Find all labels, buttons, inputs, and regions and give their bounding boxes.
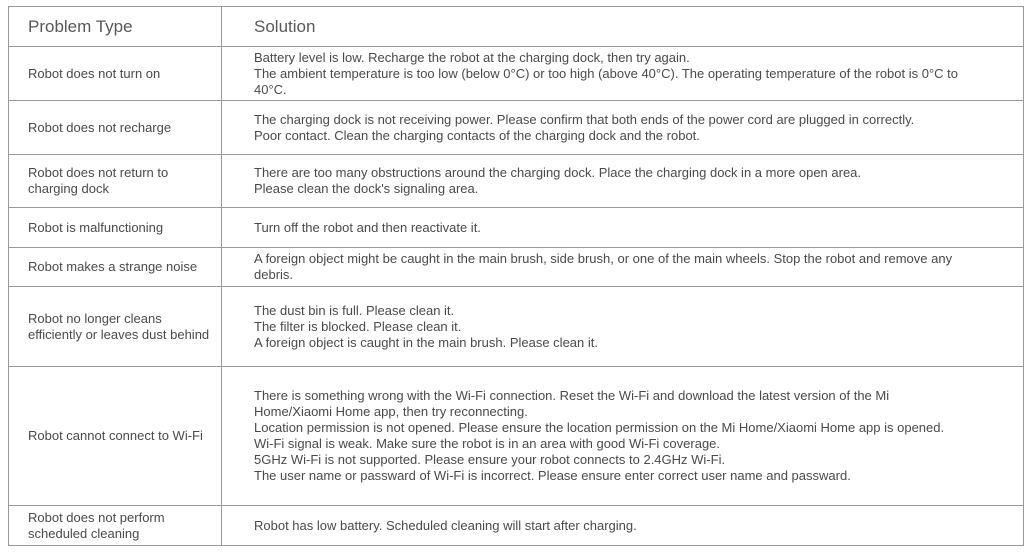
table-row [8,155,1024,208]
table-header-row [8,7,1024,47]
solution-cell [222,155,1024,207]
table-row [8,101,1024,155]
problem-cell: Robot does not perform scheduled cleaning [8,506,222,545]
problem-cell: Robot is malfunctioning [8,208,222,247]
solution-line: Location permission is not opened. Please ensure the location permission on the Mi Home/Xiaomi Home app is opened. [254,420,945,435]
table-row [8,208,1024,248]
solution-line: Poor contact. Clean the charging contacts of the charging dock and the robot. [254,127,700,143]
solution-cell [222,506,1024,545]
solution-line: The ambient temperature is too low (below 0°C) or too high (above 40°C). The operating temperature of the robot is 0°C to 40°C. [254,65,958,97]
table-row [8,506,1024,546]
problem-cell: Robot cannot connect to Wi-Fi [8,367,222,505]
solution-line: The dust bin is full. Please clean it. [254,302,455,318]
solution-line: The filter is blocked. Please clean it. [254,318,462,334]
solution-line: 5GHz Wi-Fi is not supported. Please ensure your robot connects to 2.4GHz Wi-Fi. [254,452,726,467]
problem-cell: Robot does not turn on [8,47,222,100]
header-solution: Solution [222,7,1024,46]
table-row [8,47,1024,101]
table-row [8,287,1024,367]
solution-cell [222,101,1024,154]
solution-line: Wi-Fi signal is weak. Make sure the robot is in an area with good Wi-Fi coverage. [254,436,721,451]
solution-line: A foreign object might be caught in the main brush, side brush, or one of the main wheels. Stop the robot and remove any debris. [254,251,953,282]
solution-line: Turn off the robot and then reactivate it. [254,219,481,235]
solution-line: The charging dock is not receiving power. Please confirm that both ends of the power cord are plugged in correctly. [254,111,915,127]
troubleshooting-table [8,6,1024,546]
solution-cell [222,248,1024,286]
problem-cell: Robot no longer cleans efficiently or leaves dust behind [8,287,222,366]
solution-line: Robot has low battery. Scheduled cleaning will start after charging. [254,517,637,533]
solution-line: A foreign object is caught in the main brush. Please clean it. [254,334,598,350]
problem-cell: Robot does not recharge [8,101,222,154]
table-row [8,248,1024,287]
problem-cell: Robot makes a strange noise [8,248,222,286]
solution-cell [222,287,1024,366]
solution-cell [222,208,1024,247]
table-row [8,367,1024,506]
solution-line: There is something wrong with the Wi-Fi connection. Reset the Wi-Fi and download the latest version of the Mi Home/Xiaomi Home app, then try reconnecting. [254,388,890,419]
solution-cell [222,47,1024,100]
header-problem-type: Problem Type [8,7,222,46]
solution-line: The user name or passward of Wi-Fi is incorrect. Please ensure enter correct user name and passward. [254,468,851,483]
solution-cell [222,367,1024,505]
solution-line: Please clean the dock's signaling area. [254,181,479,196]
solution-line: There are too many obstructions around the charging dock. Place the charging dock in a more open area. [254,165,862,180]
problem-cell: Robot does not return to charging dock [8,155,222,207]
solution-line: Battery level is low. Recharge the robot at the charging dock, then try again. [254,49,690,65]
